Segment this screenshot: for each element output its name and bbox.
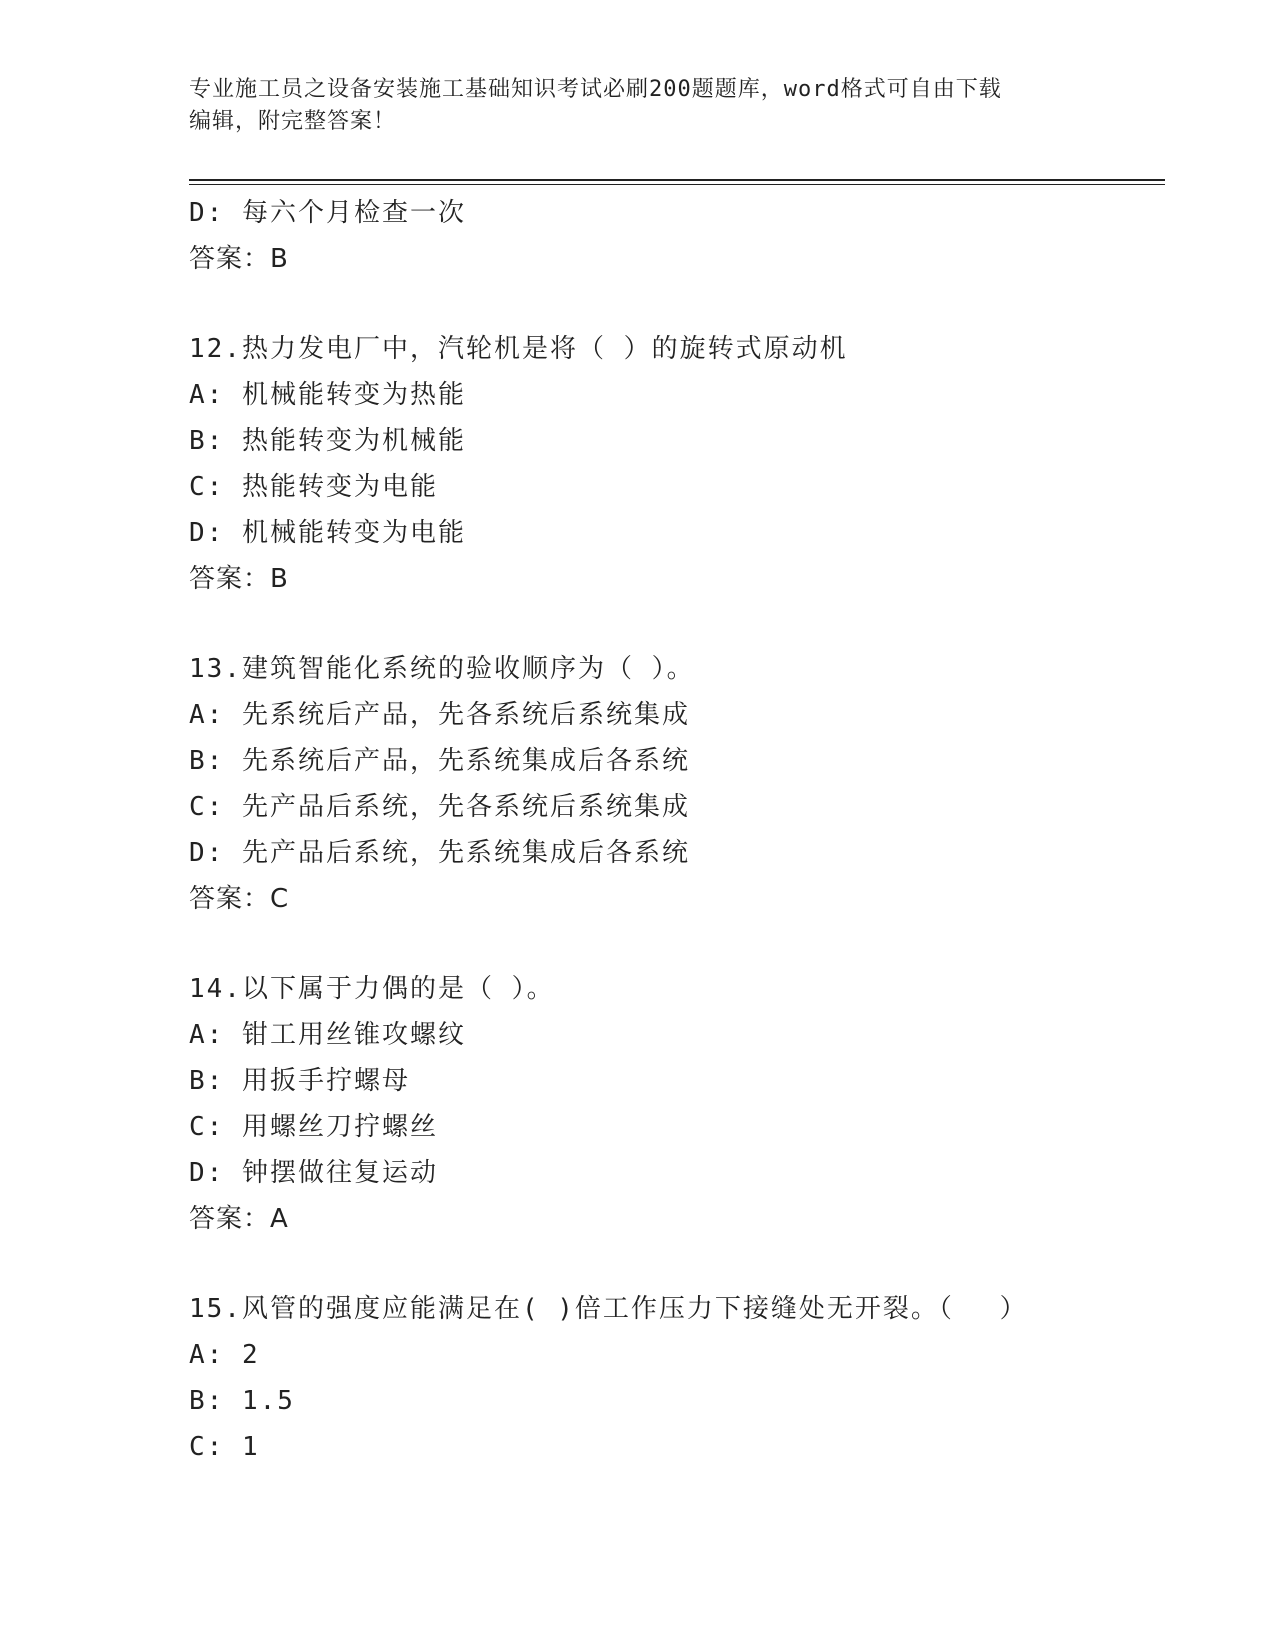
- question-stem: 12.热力发电厂中，汽轮机是将（ ）的旋转式原动机: [189, 334, 848, 364]
- question-14: [189, 966, 1149, 1242]
- question-12: [189, 326, 1149, 602]
- option-b: B: 先系统后产品，先系统集成后各系统: [189, 746, 690, 776]
- answer-line: 答案：B: [189, 564, 289, 594]
- answer-line: 答案：B: [189, 244, 289, 274]
- option-a: A: 2: [189, 1340, 260, 1370]
- option-c: C: 先产品后系统，先各系统后系统集成: [189, 792, 690, 822]
- option-a: A: 机械能转变为热能: [189, 380, 466, 410]
- header-line-1: 专业施工员之设备安装施工基础知识考试必刷200题题库，word格式可自由下载: [189, 77, 1002, 102]
- header-rule-thin: [189, 184, 1165, 185]
- answer-line: 答案：A: [189, 1204, 289, 1234]
- option-d: D: 先产品后系统，先系统集成后各系统: [189, 838, 690, 868]
- question-stem: 15.风管的强度应能满足在( )倍工作压力下接缝处无开裂。（ ）: [189, 1294, 1028, 1324]
- option-b: B: 热能转变为机械能: [189, 426, 466, 456]
- previous-question-tail: [189, 190, 1149, 282]
- header-line-2: 编辑，附完整答案！: [189, 109, 397, 134]
- option-c: C: 热能转变为电能: [189, 472, 438, 502]
- question-stem: 14.以下属于力偶的是（ ）。: [189, 974, 555, 1004]
- option-b: B: 1.5: [189, 1386, 295, 1416]
- option-d: D: 机械能转变为电能: [189, 518, 466, 548]
- question-list: [189, 190, 1149, 1470]
- option-c: C: 1: [189, 1432, 260, 1462]
- header-rule-thick: [189, 179, 1165, 181]
- option-a: A: 钳工用丝锥攻螺纹: [189, 1020, 466, 1050]
- document-header: [189, 74, 1089, 138]
- option-c: C: 用螺丝刀拧螺丝: [189, 1112, 438, 1142]
- option-d: D: 每六个月检查一次: [189, 198, 466, 228]
- option-a: A: 先系统后产品，先各系统后系统集成: [189, 700, 690, 730]
- option-b: B: 用扳手拧螺母: [189, 1066, 410, 1096]
- question-15: [189, 1286, 1149, 1470]
- option-d: D: 钟摆做往复运动: [189, 1158, 438, 1188]
- question-13: [189, 646, 1149, 922]
- question-stem: 13.建筑智能化系统的验收顺序为（ ）。: [189, 654, 695, 684]
- answer-line: 答案：C: [189, 884, 290, 914]
